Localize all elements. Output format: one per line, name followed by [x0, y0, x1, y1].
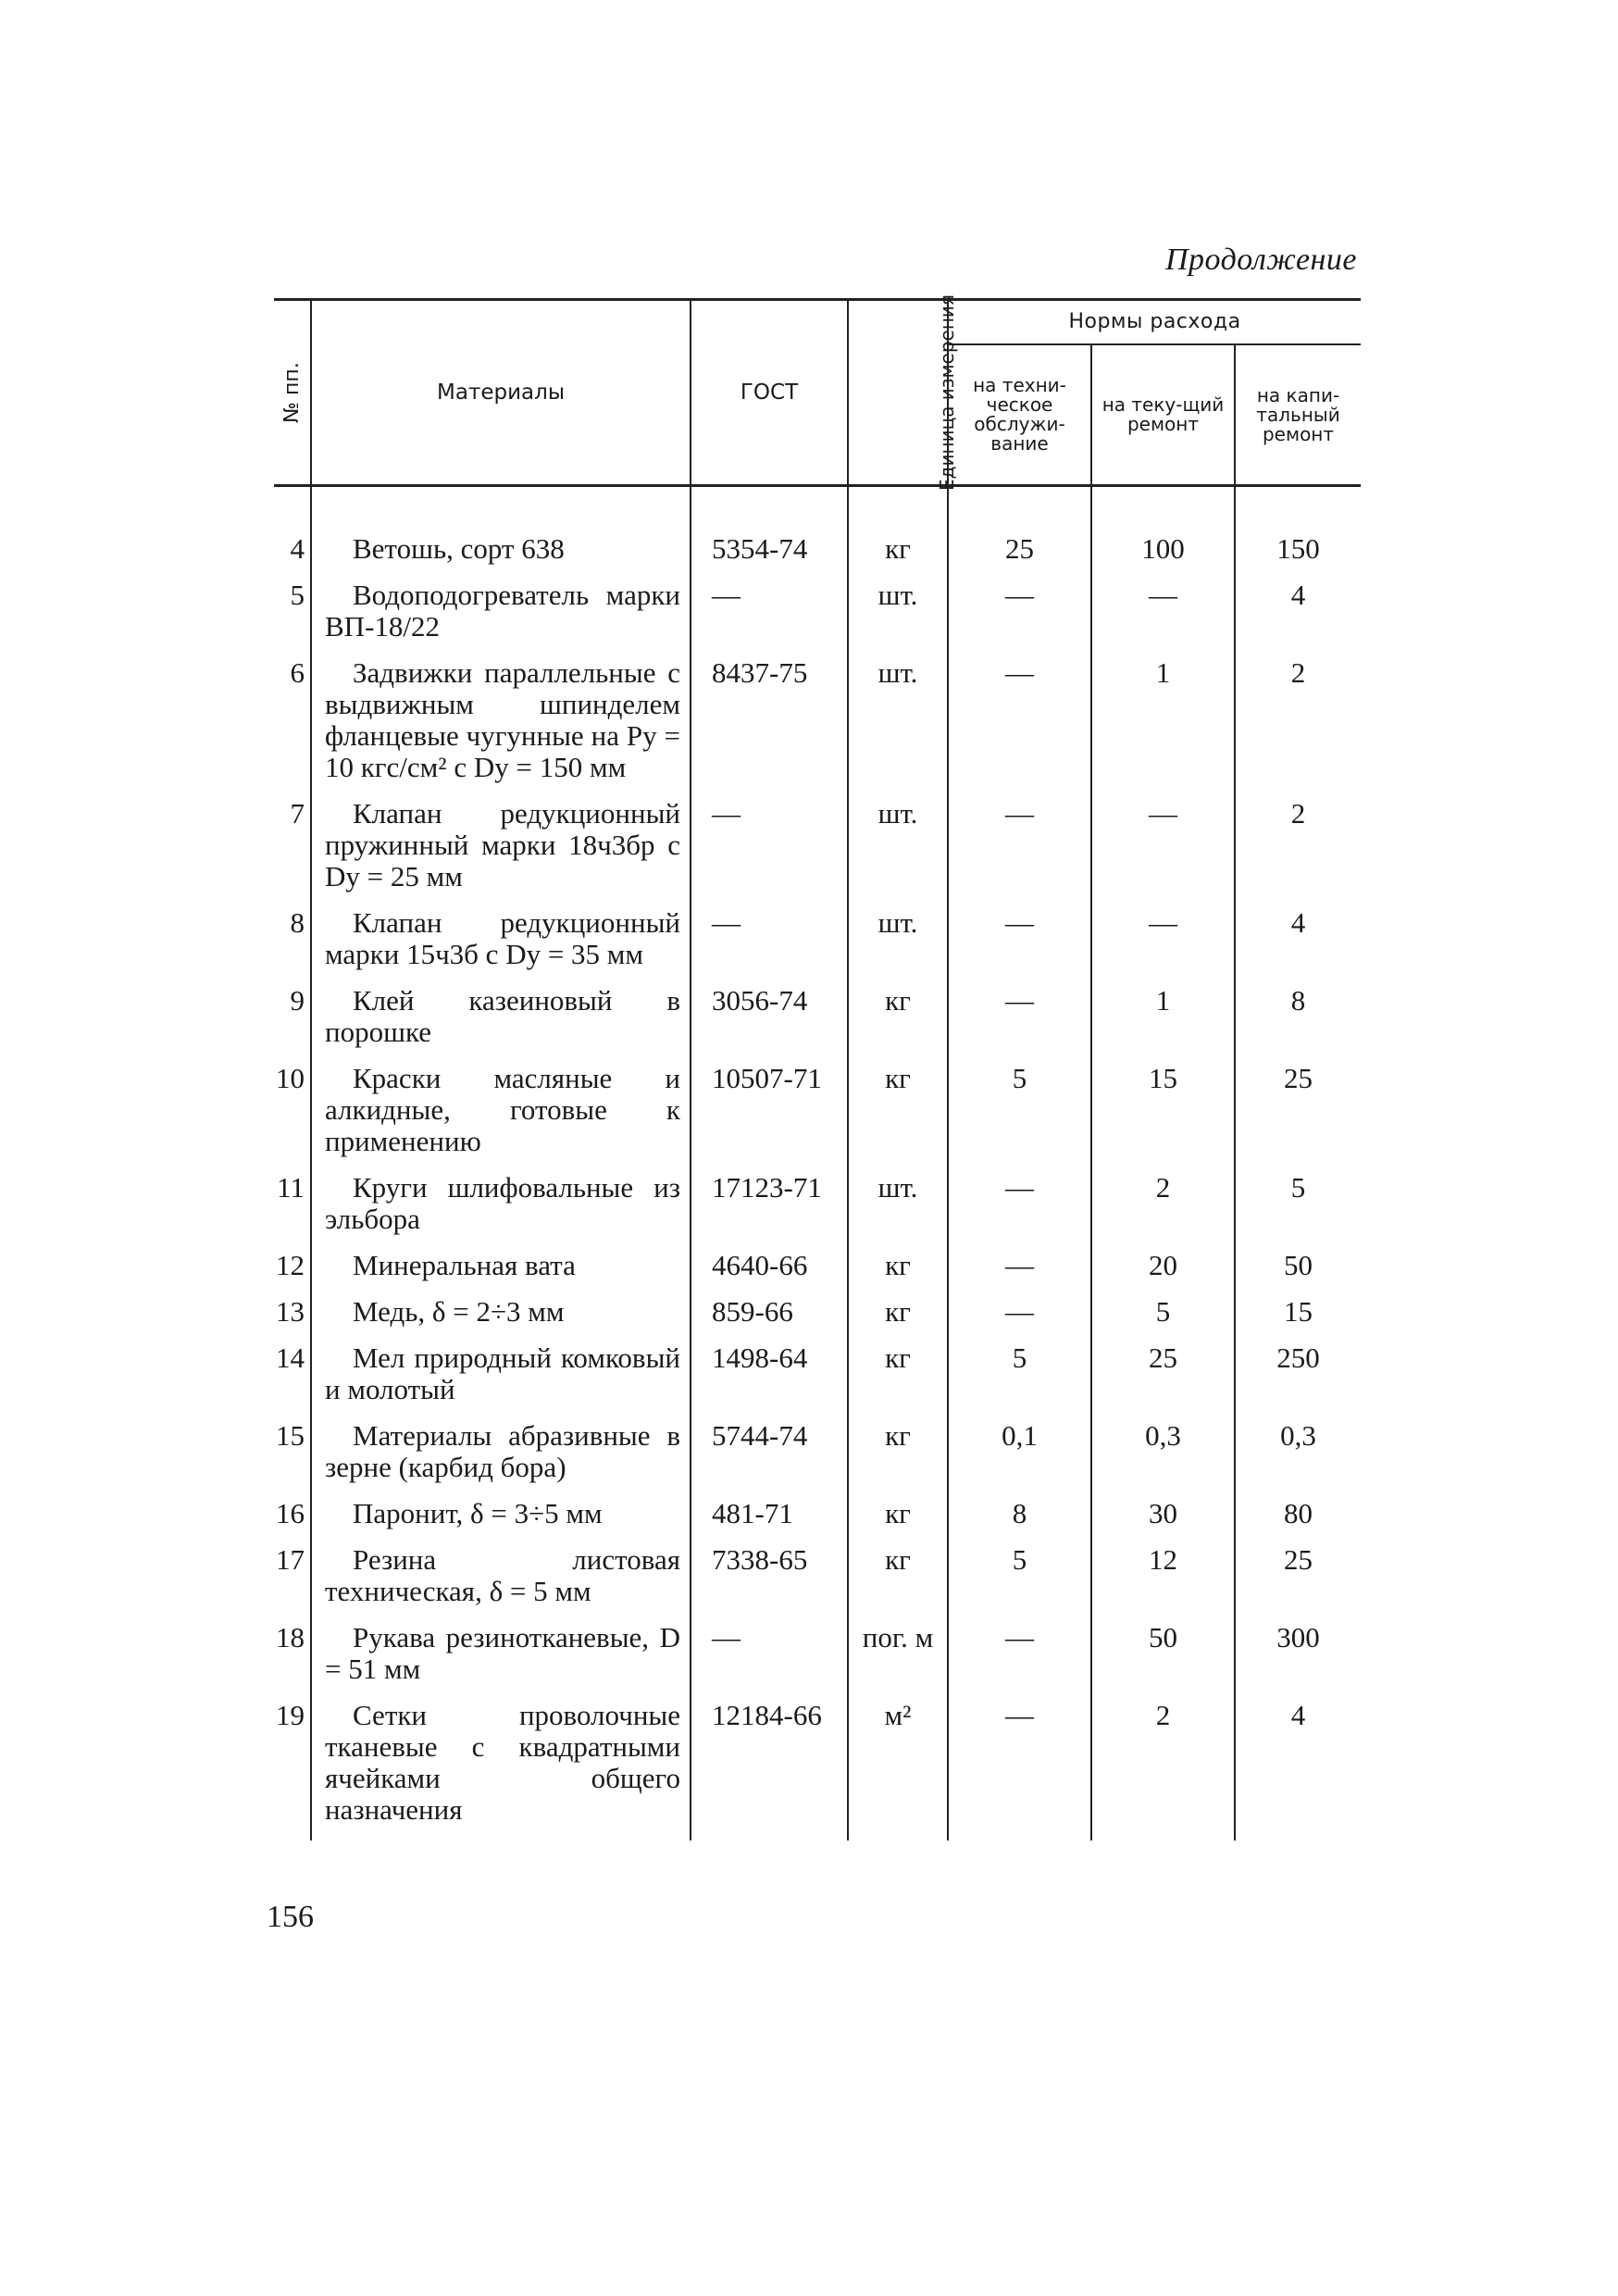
norm-maintenance: 25 [948, 533, 1091, 580]
header-gost: ГОСТ [691, 300, 848, 486]
gost-code: 8437-75 [691, 657, 848, 798]
row-number: 17 [276, 1543, 305, 1576]
norm-maintenance: — [948, 798, 1091, 907]
material-name: Краски масляные и алкидные, готовые к применению [311, 1063, 691, 1172]
norm-current-repair: — [1091, 907, 1235, 985]
unit-of-measure: кг [848, 1420, 948, 1498]
norm-capital-repair: 4 [1235, 907, 1361, 985]
row-number: 10 [276, 1062, 305, 1094]
norm-maintenance: — [948, 1622, 1091, 1700]
material-name: Клапан редукционный пружинный марки 18ч3бр с Dу = 25 мм [311, 798, 691, 907]
gost-code: — [691, 907, 848, 985]
gost-code: 10507-71 [691, 1063, 848, 1172]
material-name: Клей казеиновый в порошке [311, 985, 691, 1063]
unit-of-measure: пог. м [848, 1622, 948, 1700]
norm-current-repair: 100 [1091, 533, 1235, 580]
unit-of-measure: кг [848, 1063, 948, 1172]
header-unit: Единица измерения [848, 300, 948, 486]
table-row [274, 1250, 1361, 1296]
page-number: 156 [267, 1900, 314, 1934]
gost-code: 859-66 [691, 1296, 848, 1342]
norm-capital-repair: 80 [1235, 1498, 1361, 1544]
material-name: Медь, δ = 2÷3 мм [311, 1296, 691, 1342]
norm-current-repair: 1 [1091, 985, 1235, 1063]
material-name: Ветошь, сорт 638 [311, 533, 691, 580]
table-body [274, 486, 1361, 1841]
norm-current-repair: 15 [1091, 1063, 1235, 1172]
table-row [274, 533, 1361, 580]
material-name: Материалы абразивные в зерне (карбид бора) [311, 1420, 691, 1498]
norms-table [274, 294, 1361, 1841]
material-name: Сетки проволочные тканевые с квадратными ячейками общего назначения [311, 1700, 691, 1841]
norm-capital-repair: 50 [1235, 1250, 1361, 1296]
material-name: Клапан редукционный марки 15ч3б с Dу = 35 мм [311, 907, 691, 985]
norm-capital-repair: 15 [1235, 1296, 1361, 1342]
norm-maintenance: — [948, 907, 1091, 985]
unit-of-measure: шт. [848, 657, 948, 798]
row-number: 12 [276, 1249, 305, 1281]
gost-code: 5354-74 [691, 533, 848, 580]
gost-code: 4640-66 [691, 1250, 848, 1296]
table-row [274, 580, 1361, 657]
gost-code: 1498-64 [691, 1342, 848, 1420]
header-materials: Материалы [311, 300, 691, 486]
norm-maintenance: 5 [948, 1342, 1091, 1420]
norm-current-repair: 2 [1091, 1172, 1235, 1250]
norm-maintenance: — [948, 580, 1091, 657]
norm-capital-repair: 150 [1235, 533, 1361, 580]
row-number: 7 [290, 797, 305, 830]
unit-of-measure: кг [848, 1296, 948, 1342]
norm-capital-repair: 300 [1235, 1622, 1361, 1700]
norm-current-repair: 2 [1091, 1700, 1235, 1841]
row-number: 18 [276, 1621, 305, 1653]
gost-code: 12184-66 [691, 1700, 848, 1841]
unit-of-measure: шт. [848, 1172, 948, 1250]
unit-of-measure: кг [848, 1498, 948, 1544]
gost-code: 5744-74 [691, 1420, 848, 1498]
norm-maintenance: 5 [948, 1063, 1091, 1172]
unit-of-measure: кг [848, 1544, 948, 1622]
table-row [274, 1296, 1361, 1342]
row-number: 4 [290, 532, 305, 565]
gost-code: 481-71 [691, 1498, 848, 1544]
table-row [274, 657, 1361, 798]
unit-of-measure: шт. [848, 580, 948, 657]
unit-of-measure: шт. [848, 798, 948, 907]
norm-capital-repair: 0,3 [1235, 1420, 1361, 1498]
norm-capital-repair: 4 [1235, 580, 1361, 657]
materials-table [274, 294, 1361, 1841]
material-name: Водоподогреватель марки ВП-18/22 [311, 580, 691, 657]
row-number: 19 [276, 1699, 305, 1731]
norm-maintenance: 5 [948, 1544, 1091, 1622]
norm-current-repair: — [1091, 580, 1235, 657]
material-name: Мел природный комковый и молотый [311, 1342, 691, 1420]
material-name: Паронит, δ = 3÷5 мм [311, 1498, 691, 1544]
norm-current-repair: 30 [1091, 1498, 1235, 1544]
norm-maintenance: 0,1 [948, 1420, 1091, 1498]
table-row [274, 1420, 1361, 1498]
row-number: 14 [276, 1341, 305, 1374]
gost-code: — [691, 580, 848, 657]
row-number: 16 [276, 1497, 305, 1529]
norm-maintenance: — [948, 985, 1091, 1063]
table-row [274, 1622, 1361, 1700]
row-number: 5 [290, 579, 305, 611]
gost-code: 17123-71 [691, 1172, 848, 1250]
material-name: Круги шлифовальные из эльбора [311, 1172, 691, 1250]
header-norms: Нормы расхода [948, 300, 1361, 345]
unit-of-measure: кг [848, 1342, 948, 1420]
unit-of-measure: кг [848, 985, 948, 1063]
norm-capital-repair: 250 [1235, 1342, 1361, 1420]
norm-capital-repair: 2 [1235, 798, 1361, 907]
material-name: Резина листовая техническая, δ = 5 мм [311, 1544, 691, 1622]
unit-of-measure: кг [848, 1250, 948, 1296]
gost-code: — [691, 1622, 848, 1700]
header-maintenance: на техни-ческое обслужи-вание [948, 344, 1091, 486]
table-row [274, 985, 1361, 1063]
norm-current-repair: 12 [1091, 1544, 1235, 1622]
material-name: Рукава резинотканевые, D = 51 мм [311, 1622, 691, 1700]
row-number: 15 [276, 1419, 305, 1452]
norm-current-repair: 1 [1091, 657, 1235, 798]
table-row [274, 1498, 1361, 1544]
table-row [274, 907, 1361, 985]
table-row [274, 1544, 1361, 1622]
table-row [274, 1700, 1361, 1841]
row-number: 13 [276, 1295, 305, 1328]
norm-maintenance: — [948, 1250, 1091, 1296]
gost-code: 7338-65 [691, 1544, 848, 1622]
norm-maintenance: — [948, 1700, 1091, 1841]
row-number: 8 [290, 906, 305, 939]
material-name: Задвижки параллельные с выдвижным шпинделем фланцевые чугунные на Pу = 10 кгс/см² с Dу = 150 мм [311, 657, 691, 798]
norm-current-repair: 20 [1091, 1250, 1235, 1296]
material-name: Минеральная вата [311, 1250, 691, 1296]
norm-current-repair: — [1091, 798, 1235, 907]
norm-capital-repair: 2 [1235, 657, 1361, 798]
row-number: 9 [290, 984, 305, 1017]
norm-capital-repair: 8 [1235, 985, 1361, 1063]
table-row [274, 1342, 1361, 1420]
norm-capital-repair: 25 [1235, 1544, 1361, 1622]
table-row [274, 798, 1361, 907]
norm-capital-repair: 5 [1235, 1172, 1361, 1250]
norm-capital-repair: 25 [1235, 1063, 1361, 1172]
norm-maintenance: — [948, 657, 1091, 798]
gost-code: — [691, 798, 848, 907]
continuation-label: Продолжение [1164, 243, 1357, 277]
row-number: 11 [277, 1171, 305, 1204]
unit-of-measure: шт. [848, 907, 948, 985]
table-row [274, 1063, 1361, 1172]
norm-current-repair: 25 [1091, 1342, 1235, 1420]
row-number: 6 [290, 656, 305, 689]
gost-code: 3056-74 [691, 985, 848, 1063]
norm-current-repair: 50 [1091, 1622, 1235, 1700]
header-current-repair: на теку-щий ремонт [1091, 344, 1235, 486]
norm-current-repair: 0,3 [1091, 1420, 1235, 1498]
table-row [274, 1172, 1361, 1250]
norm-maintenance: — [948, 1172, 1091, 1250]
header-capital-repair: на капи-тальный ремонт [1235, 344, 1361, 486]
norm-current-repair: 5 [1091, 1296, 1235, 1342]
norm-capital-repair: 4 [1235, 1700, 1361, 1841]
header-num: № пп. [274, 300, 311, 486]
unit-of-measure: кг [848, 533, 948, 580]
norm-maintenance: — [948, 1296, 1091, 1342]
unit-of-measure: м² [848, 1700, 948, 1841]
norm-maintenance: 8 [948, 1498, 1091, 1544]
